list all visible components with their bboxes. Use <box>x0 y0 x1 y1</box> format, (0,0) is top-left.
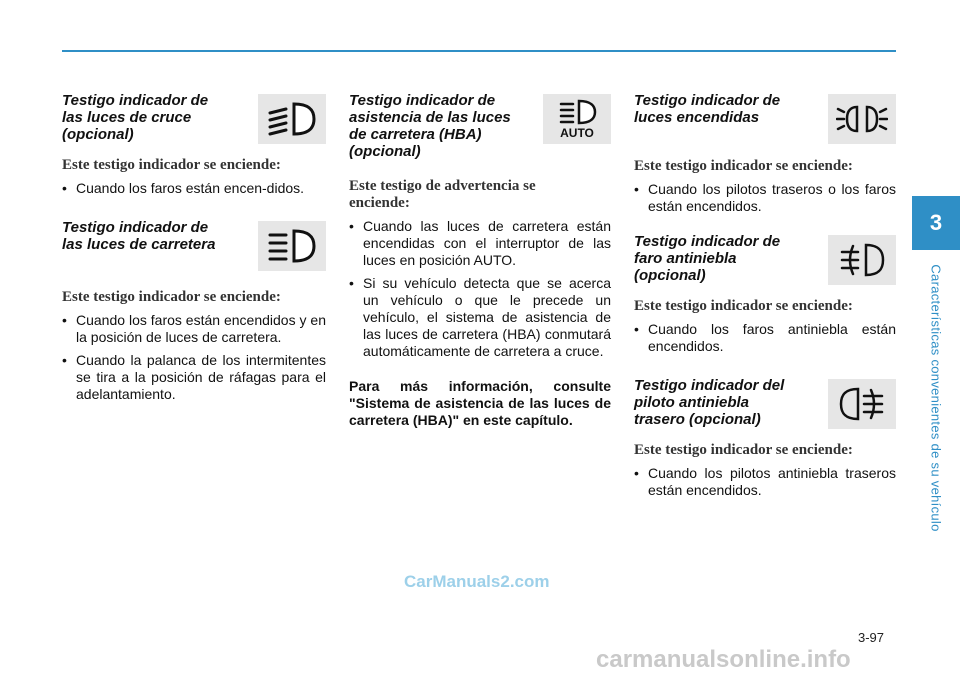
section-position-lights <box>634 92 896 215</box>
column-3 <box>634 92 896 505</box>
high-beam-auto-icon <box>543 94 611 144</box>
bullet-list <box>634 181 896 215</box>
section-title: Testigo indicador de luces encendidas <box>634 92 781 126</box>
section-rear-fog <box>634 377 896 499</box>
section-subtitle: Este testigo indicador se enciende: <box>62 157 281 173</box>
section-title: Testigo indicador de faro antiniebla (opcional) <box>634 233 781 284</box>
bullet-list <box>634 465 896 499</box>
list-item: • Cuando las luces de carretera están encendidas con el interruptor de las luces en posición AUTO. <box>349 218 611 269</box>
section-subtitle: Este testigo indicador se enciende: <box>634 442 853 458</box>
chapter-tab[interactable]: 3 <box>912 196 960 250</box>
section-subtitle: Este testigo indicador se enciende: <box>634 298 853 314</box>
bullet-list <box>62 180 326 197</box>
column-1 <box>62 92 326 409</box>
list-item: • Cuando los faros están encendidos y en la posición de luces de carretera. <box>62 312 326 346</box>
section-subtitle: Este testigo de advertencia se enciende: <box>349 178 536 211</box>
watermark: CarManuals2.com <box>404 572 550 591</box>
section-high-beam <box>62 219 326 403</box>
rear-fog-icon <box>828 379 896 429</box>
bullet-list <box>634 321 896 355</box>
list-item: • Cuando los faros antiniebla están encendidos. <box>634 321 896 355</box>
list-item: • Cuando los faros están encen-didos. <box>62 180 326 197</box>
list-item: • Si su vehículo detecta que se acerca un vehículo o que le precede un vehículo, el sistema de asistencia de las luces de carretera (HBA) conmutará automáticamente de carretera a cruce. <box>349 275 611 360</box>
list-item: • Cuando la palanca de los intermitentes se tira a la posición de ráfagas para el adelantamiento. <box>62 352 326 403</box>
section-title: Testigo indicador del piloto antiniebla trasero (opcional) <box>634 377 785 428</box>
section-front-fog <box>634 233 896 355</box>
low-beam-icon <box>258 94 326 144</box>
list-item: • Cuando los pilotos antiniebla traseros están encendidos. <box>634 465 896 499</box>
chapter-title: Características convenientes de su vehículo <box>928 264 944 532</box>
auto-label: AUTO <box>560 126 594 139</box>
position-light-icon <box>828 94 896 144</box>
section-title: Testigo indicador de las luces de carretera <box>62 219 216 253</box>
high-beam-icon <box>258 221 326 271</box>
reference-note: Para más información, consulte "Sistema de asistencia de las luces de carretera (HBA)" en este capítulo. <box>349 378 611 428</box>
section-title: Testigo indicador de asistencia de las luces de carretera (HBA) (opcional) <box>349 92 511 160</box>
list-item: • Cuando los pilotos traseros o los faros están encendidos. <box>634 181 896 215</box>
section-subtitle: Este testigo indicador se enciende: <box>62 289 281 305</box>
section-low-beam <box>62 92 326 197</box>
page-number: 3-97 <box>858 630 885 645</box>
section-title: Testigo indicador de las luces de cruce (opcional) <box>62 92 209 143</box>
bullet-list <box>62 312 326 403</box>
section-hba <box>349 92 611 429</box>
section-subtitle: Este testigo indicador se enciende: <box>634 158 853 174</box>
column-2 <box>349 92 611 429</box>
top-rule <box>62 50 896 52</box>
front-fog-icon <box>828 235 896 285</box>
footer-watermark: carmanualsonline.info <box>596 646 851 673</box>
bullet-list <box>349 218 611 360</box>
